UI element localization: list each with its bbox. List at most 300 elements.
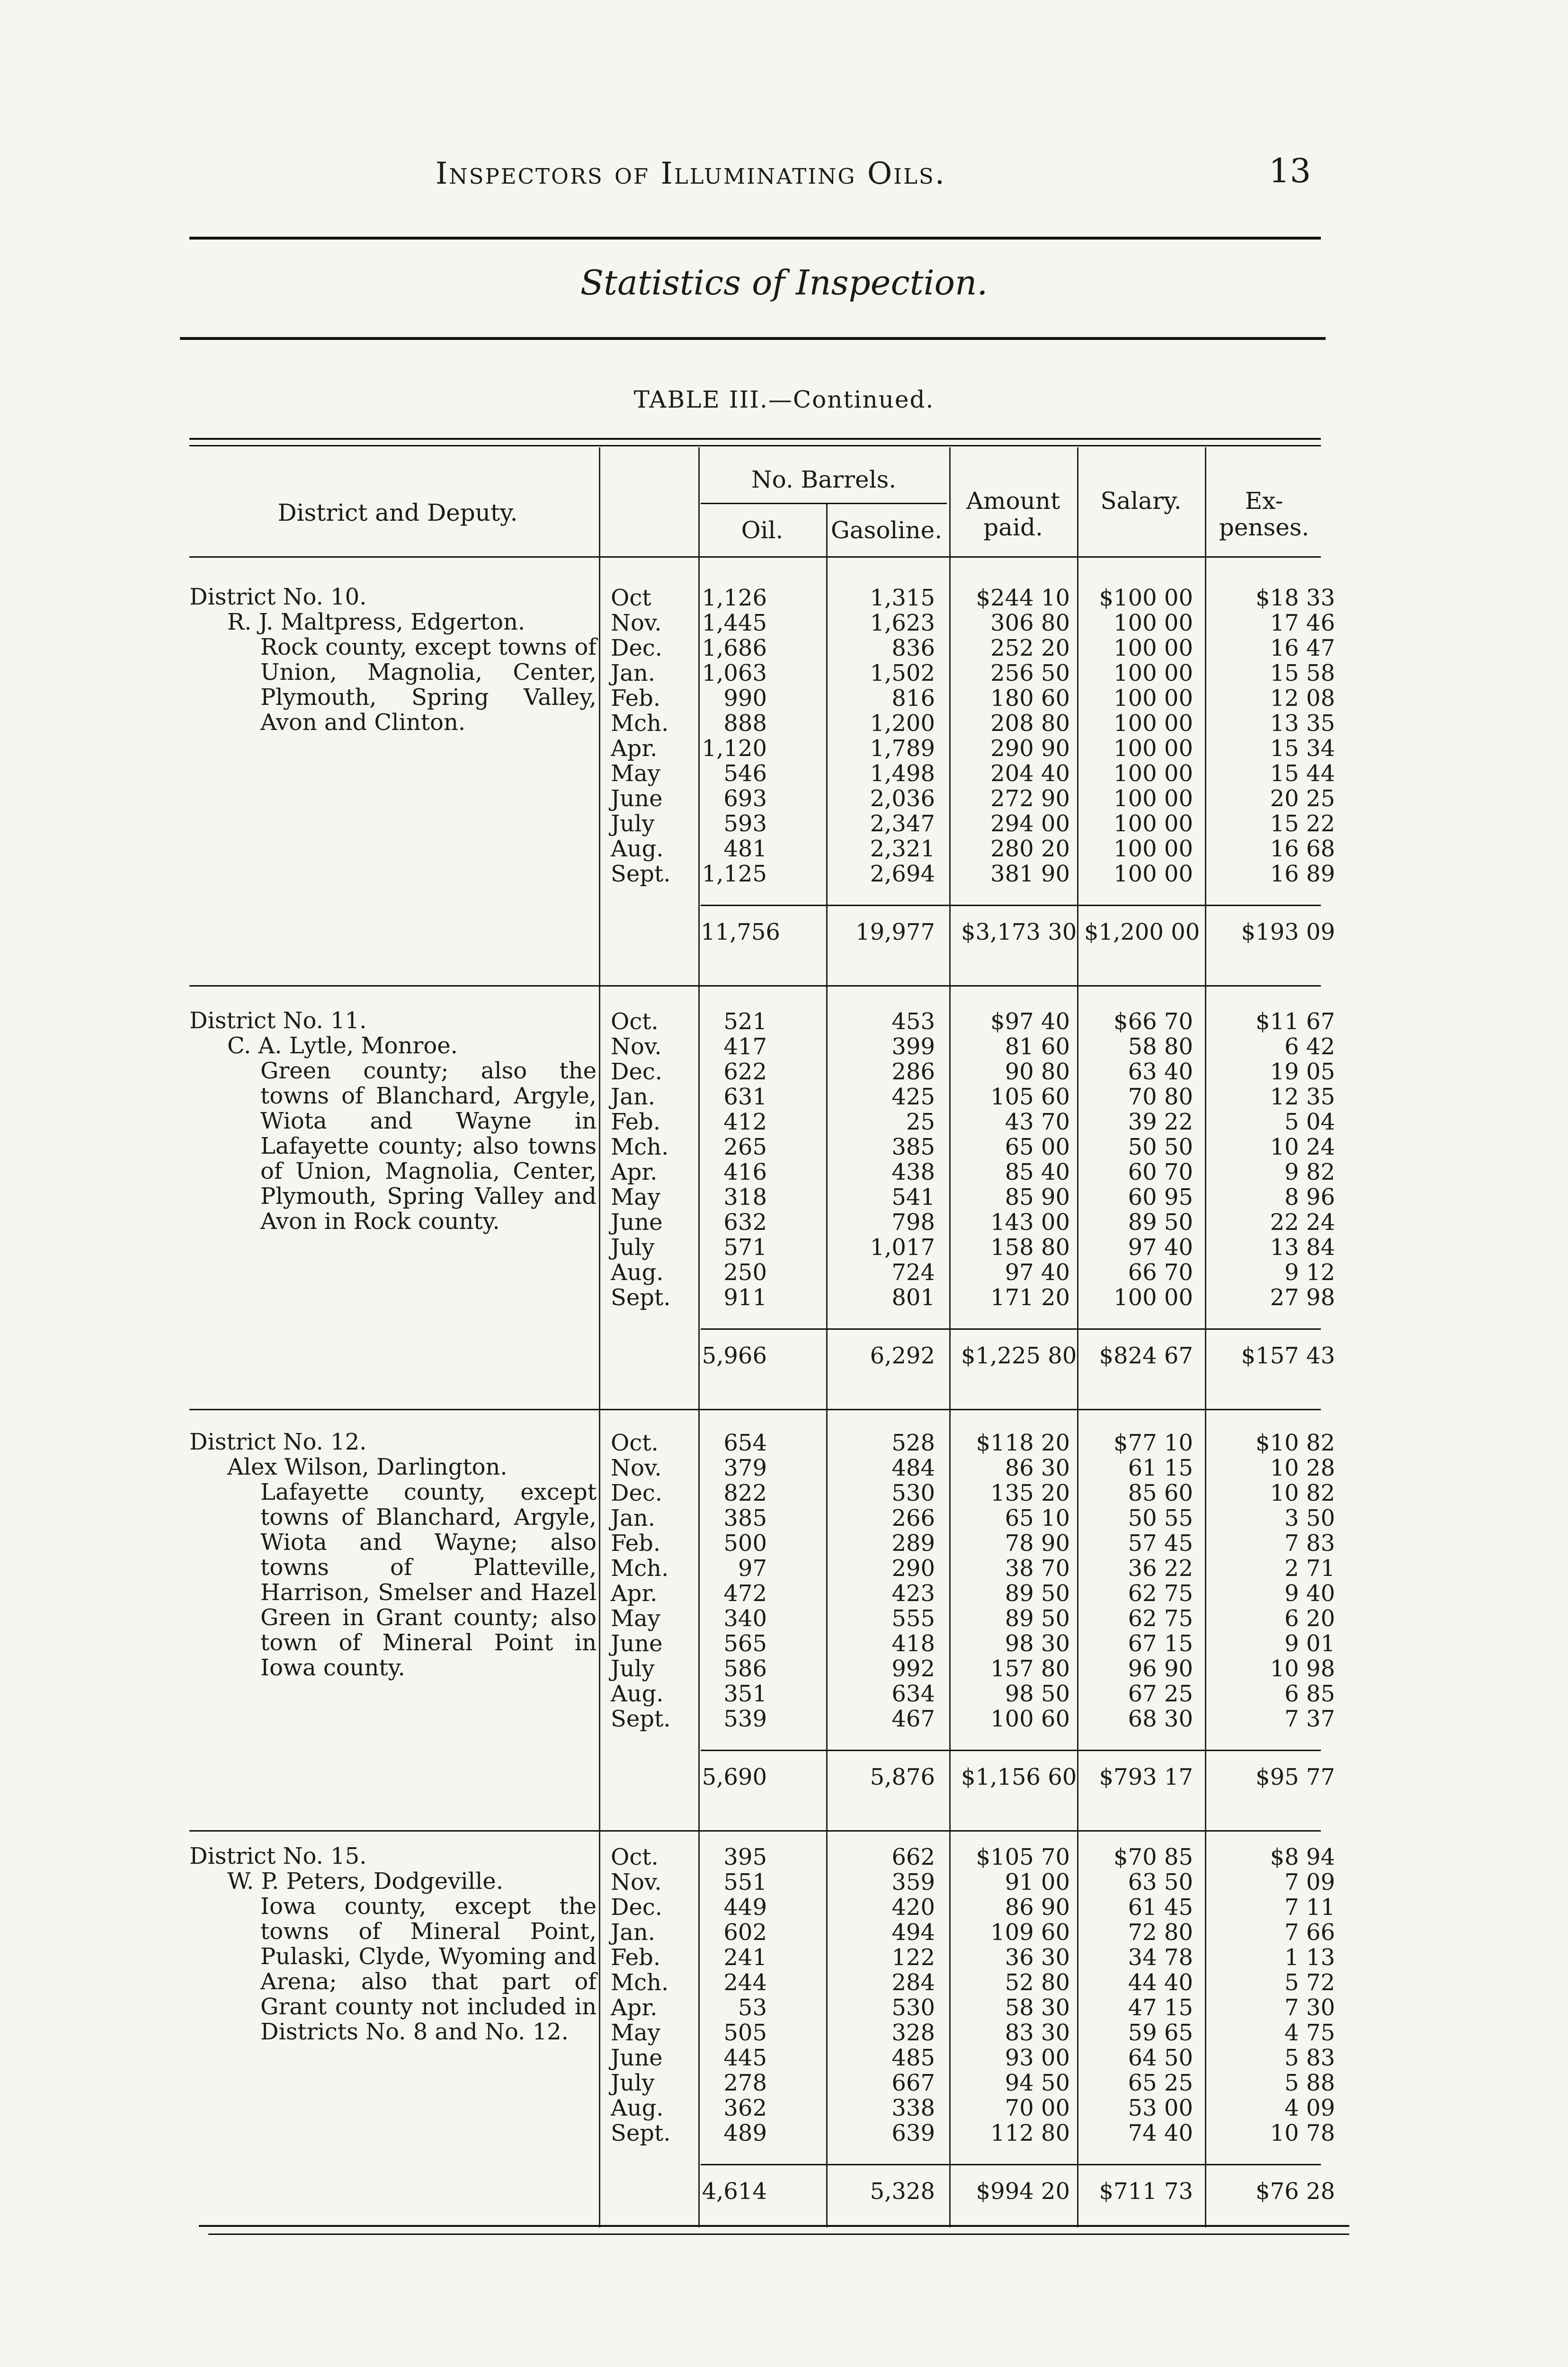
cell-sal: 61 45 [1128, 1894, 1193, 1921]
cell-oil: 602 [723, 1919, 767, 1946]
cell-gas: 555 [891, 1605, 935, 1632]
cell-amt: 97 40 [1005, 1259, 1070, 1286]
cell-gas: 467 [891, 1706, 935, 1732]
district-name: District No. 12. [189, 1429, 367, 1455]
col-header-expenses: Ex-penses. [1219, 487, 1310, 541]
cell-month: Nov. [611, 1033, 662, 1060]
total-sal: $711 73 [1099, 2178, 1193, 2205]
footer-rule-2 [208, 2234, 1349, 2235]
cell-amt: 94 50 [1005, 2070, 1070, 2096]
cell-month: Oct. [611, 1008, 659, 1035]
cell-exp: 7 83 [1284, 1530, 1335, 1557]
cell-sal: 100 00 [1114, 735, 1193, 762]
cell-amt: 43 70 [1005, 1109, 1070, 1135]
cell-oil: 278 [723, 2070, 767, 2096]
total-sal: $1,200 00 [1084, 919, 1200, 945]
cell-exp: $11 67 [1256, 1008, 1335, 1035]
cell-exp: 9 01 [1284, 1630, 1335, 1657]
cell-oil: 1,125 [702, 861, 767, 887]
cell-month: Mch. [611, 1969, 669, 1996]
total-amt: $1,156 60 [961, 1764, 1077, 1790]
cell-gas: 1,200 [870, 710, 935, 737]
cell-sal: $100 00 [1099, 585, 1193, 611]
cell-amt: 93 00 [1005, 2045, 1070, 2071]
table-row [0, 1969, 1568, 1994]
cell-month: May [611, 1184, 660, 1210]
cell-oil: 654 [723, 1430, 767, 1456]
cell-gas: 453 [891, 1008, 935, 1035]
total-oil: 4,614 [702, 2178, 767, 2205]
cell-oil: 351 [723, 1681, 767, 1707]
cell-sal: 62 75 [1128, 1580, 1193, 1607]
cell-gas: 639 [891, 2120, 935, 2146]
header-bottom-rule [189, 556, 1321, 558]
total-amt: $3,173 30 [961, 919, 1077, 945]
cell-month: July [611, 1234, 655, 1261]
cell-month: Sept. [611, 2120, 671, 2146]
cell-exp: $8 94 [1270, 1844, 1335, 1870]
cell-gas: 2,694 [870, 861, 935, 887]
cell-exp: 10 24 [1270, 1134, 1335, 1160]
table-row [0, 635, 1568, 660]
cell-month: Feb. [611, 685, 661, 712]
table-top-rule-1 [189, 438, 1321, 440]
cell-gas: 266 [891, 1505, 935, 1531]
cell-exp: 15 34 [1270, 735, 1335, 762]
cell-month: July [611, 810, 655, 837]
cell-month: Feb. [611, 1944, 661, 1971]
cell-oil: 551 [723, 1869, 767, 1895]
cell-sal: 60 70 [1128, 1159, 1193, 1185]
cell-oil: 593 [723, 810, 767, 837]
cell-exp: 13 35 [1270, 710, 1335, 737]
cell-gas: 385 [891, 1134, 935, 1160]
table-row [0, 1844, 1568, 1869]
cell-amt: 98 50 [1005, 1681, 1070, 1707]
total-oil: 11,756 [701, 919, 780, 945]
table-row [0, 1209, 1568, 1234]
cell-gas: 2,321 [870, 836, 935, 862]
cell-month: Dec. [611, 1059, 663, 1085]
cell-sal: 72 80 [1128, 1919, 1193, 1946]
cell-sal: 100 00 [1114, 660, 1193, 686]
table-row [0, 785, 1568, 810]
page-number: 13 [1269, 151, 1311, 190]
total-exp: $157 43 [1241, 1343, 1335, 1369]
cell-oil: 449 [723, 1894, 767, 1921]
block-separator-rule [189, 985, 1321, 987]
cell-exp: 10 98 [1270, 1655, 1335, 1682]
table-row [0, 610, 1568, 635]
cell-exp: 7 30 [1284, 1994, 1335, 2021]
cell-amt: 58 30 [1005, 1994, 1070, 2021]
table-row [0, 1605, 1568, 1630]
cell-gas: 801 [891, 1284, 935, 1311]
cell-sal: 100 00 [1114, 1284, 1193, 1311]
cell-month: Sept. [611, 1284, 671, 1311]
totals-rule [701, 1750, 1321, 1751]
cell-oil: 362 [723, 2095, 767, 2121]
col-header-oil: Oil. [741, 516, 784, 544]
totals-rule [701, 905, 1321, 906]
cell-gas: 25 [906, 1109, 935, 1135]
cell-gas: 338 [891, 2095, 935, 2121]
table-row [0, 1580, 1568, 1605]
barrels-underline [701, 503, 947, 504]
cell-exp: 5 88 [1284, 2070, 1335, 2096]
cell-exp: 10 82 [1270, 1480, 1335, 1506]
cell-amt: $244 10 [976, 585, 1070, 611]
title-rule-bottom [180, 337, 1326, 340]
cell-amt: 52 80 [1005, 1969, 1070, 1996]
cell-sal: 100 00 [1114, 760, 1193, 787]
cell-gas: 484 [891, 1455, 935, 1481]
cell-month: Aug. [611, 836, 664, 862]
totals-rule [701, 2164, 1321, 2165]
total-sal: $824 67 [1099, 1343, 1193, 1369]
table-row [0, 1008, 1568, 1033]
cell-oil: 631 [723, 1084, 767, 1110]
cell-exp: 7 11 [1284, 1894, 1335, 1921]
cell-gas: 2,347 [870, 810, 935, 837]
cell-exp: 3 50 [1284, 1505, 1335, 1531]
cell-month: Aug. [611, 1681, 664, 1707]
table-row [0, 1630, 1568, 1655]
col-header-salary: Salary. [1100, 487, 1182, 515]
total-gas: 5,876 [870, 1764, 935, 1790]
cell-gas: 530 [891, 1480, 935, 1506]
cell-exp: $10 82 [1256, 1430, 1335, 1456]
block-separator-rule [189, 1830, 1321, 1832]
cell-oil: 385 [723, 1505, 767, 1531]
table-row [0, 1259, 1568, 1284]
cell-sal: 57 45 [1128, 1530, 1193, 1557]
cell-oil: 481 [723, 836, 767, 862]
cell-sal: 62 75 [1128, 1605, 1193, 1632]
cell-amt: 81 60 [1005, 1033, 1070, 1060]
cell-oil: 417 [723, 1033, 767, 1060]
deputy-name: R. J. Maltpress, Edgerton. [227, 609, 526, 635]
cell-amt: 36 30 [1005, 1944, 1070, 1971]
cell-oil: 395 [723, 1844, 767, 1870]
cell-month: Nov. [611, 1869, 662, 1895]
cell-amt: 294 00 [990, 810, 1070, 837]
table-row [0, 1284, 1568, 1309]
cell-month: Feb. [611, 1109, 661, 1135]
cell-month: Mch. [611, 1134, 669, 1160]
cell-exp: 9 40 [1284, 1580, 1335, 1607]
cell-sal: 74 40 [1128, 2120, 1193, 2146]
cell-amt: 112 80 [990, 2120, 1070, 2146]
table-row [0, 2095, 1568, 2120]
cell-oil: 500 [723, 1530, 767, 1557]
cell-exp: 17 46 [1270, 610, 1335, 636]
table-row [0, 1994, 1568, 2020]
cell-amt: 290 90 [990, 735, 1070, 762]
cell-gas: 1,502 [870, 660, 935, 686]
cell-sal: 34 78 [1128, 1944, 1193, 1971]
cell-gas: 528 [891, 1430, 935, 1456]
district-name: District No. 11. [189, 1007, 367, 1034]
cell-amt: 256 50 [990, 660, 1070, 686]
cell-exp: 6 85 [1284, 1681, 1335, 1707]
cell-gas: 328 [891, 2020, 935, 2046]
cell-amt: 85 40 [1005, 1159, 1070, 1185]
cell-month: June [611, 1630, 663, 1657]
table-row [0, 710, 1568, 735]
cell-exp: 7 66 [1284, 1919, 1335, 1946]
cell-sal: $66 70 [1114, 1008, 1193, 1035]
cell-oil: 97 [738, 1555, 767, 1582]
cell-sal: 70 80 [1128, 1084, 1193, 1110]
table-row [0, 2120, 1568, 2145]
table-row [0, 1430, 1568, 1455]
table-row [0, 660, 1568, 685]
total-sal: $793 17 [1099, 1764, 1193, 1790]
cell-oil: 1,063 [702, 660, 767, 686]
col-header-gasoline: Gasoline. [830, 516, 943, 544]
table-row [0, 1505, 1568, 1530]
totals-row [0, 1764, 1568, 1789]
cell-sal: 63 50 [1128, 1869, 1193, 1895]
cell-sal: 65 25 [1128, 2070, 1193, 2096]
table-row [0, 836, 1568, 861]
cell-gas: 284 [891, 1969, 935, 1996]
cell-sal: 97 40 [1128, 1234, 1193, 1261]
cell-oil: 990 [723, 685, 767, 712]
cell-exp: 15 22 [1270, 810, 1335, 837]
cell-month: Dec. [611, 1480, 663, 1506]
cell-exp: 5 72 [1284, 1969, 1335, 1996]
cell-amt: 91 00 [1005, 1869, 1070, 1895]
cell-amt: 158 80 [990, 1234, 1070, 1261]
cell-oil: 265 [723, 1134, 767, 1160]
cell-exp: 20 25 [1270, 785, 1335, 812]
table-row [0, 760, 1568, 785]
cell-gas: 1,315 [870, 585, 935, 611]
cell-oil: 505 [723, 2020, 767, 2046]
deputy-name: W. P. Peters, Dodgeville. [227, 1868, 503, 1895]
cell-gas: 1,498 [870, 760, 935, 787]
cell-month: Aug. [611, 2095, 664, 2121]
col-header-district: District and Deputy. [277, 499, 518, 526]
total-amt: $1,225 80 [961, 1343, 1077, 1369]
cell-oil: 911 [723, 1284, 767, 1311]
cell-sal: $77 10 [1114, 1430, 1193, 1456]
cell-amt: 83 30 [1005, 2020, 1070, 2046]
cell-amt: 171 20 [990, 1284, 1070, 1311]
cell-oil: 546 [723, 760, 767, 787]
col-header-barrels: No. Barrels. [751, 466, 897, 493]
cell-amt: 157 80 [990, 1655, 1070, 1682]
cell-sal: 100 00 [1114, 836, 1193, 862]
table-row [0, 735, 1568, 760]
cell-amt: 381 90 [990, 861, 1070, 887]
title-rule-top [189, 237, 1321, 240]
cell-oil: 445 [723, 2045, 767, 2071]
cell-sal: 50 50 [1128, 1134, 1193, 1160]
cell-sal: $70 85 [1114, 1844, 1193, 1870]
cell-oil: 379 [723, 1455, 767, 1481]
table-row [0, 1894, 1568, 1919]
cell-gas: 816 [891, 685, 935, 712]
cell-gas: 420 [891, 1894, 935, 1921]
cell-month: Jan. [611, 660, 656, 686]
cell-sal: 100 00 [1114, 810, 1193, 837]
cell-sal: 67 25 [1128, 1681, 1193, 1707]
table-row [0, 1084, 1568, 1109]
cell-month: Apr. [611, 735, 658, 762]
table-row [0, 1555, 1568, 1580]
total-gas: 6,292 [870, 1343, 935, 1369]
totals-row [0, 2178, 1568, 2203]
cell-amt: 85 90 [1005, 1184, 1070, 1210]
cell-gas: 359 [891, 1869, 935, 1895]
cell-sal: 63 40 [1128, 1059, 1193, 1085]
table-caption: TABLE III.—Continued. [633, 386, 935, 413]
cell-month: Jan. [611, 1505, 656, 1531]
cell-amt: 109 60 [990, 1919, 1070, 1946]
territory-description: Lafayette county, except towns of Blanchard, Argyle, Wiota and Wayne; also towns of Platteville, Harrison, Smelser and Hazel Green in Grant county; also town of Mineral Point in Iowa county. [260, 1479, 597, 1681]
cell-oil: 53 [738, 1994, 767, 2021]
cell-exp: 9 82 [1284, 1159, 1335, 1185]
cell-amt: 65 10 [1005, 1505, 1070, 1531]
cell-sal: 64 50 [1128, 2045, 1193, 2071]
cell-oil: 632 [723, 1209, 767, 1236]
col-header-amount: Amount paid. [966, 487, 1060, 541]
cell-gas: 289 [891, 1530, 935, 1557]
cell-amt: 143 00 [990, 1209, 1070, 1236]
cell-exp: 9 12 [1284, 1259, 1335, 1286]
cell-exp: 12 08 [1270, 685, 1335, 712]
cell-exp: 5 04 [1284, 1109, 1335, 1135]
cell-amt: 208 80 [990, 710, 1070, 737]
cell-sal: 60 95 [1128, 1184, 1193, 1210]
cell-sal: 68 30 [1128, 1706, 1193, 1732]
cell-oil: 416 [723, 1159, 767, 1185]
cell-month: July [611, 2070, 655, 2096]
cell-month: Sept. [611, 861, 671, 887]
deputy-name: Alex Wilson, Darlington. [227, 1454, 508, 1480]
cell-sal: 100 00 [1114, 685, 1193, 712]
running-head: Inspectors of Illuminating Oils. [436, 156, 946, 191]
cell-oil: 318 [723, 1184, 767, 1210]
cell-oil: 1,445 [702, 610, 767, 636]
section-title: Statistics of Inspection. [580, 263, 988, 303]
cell-exp: 6 42 [1284, 1033, 1335, 1060]
cell-amt: 65 00 [1005, 1134, 1070, 1160]
table-row [0, 2020, 1568, 2045]
cell-exp: 22 24 [1270, 1209, 1335, 1236]
cell-month: Oct [611, 585, 651, 611]
table-row [0, 1655, 1568, 1681]
table-top-rule-2 [189, 445, 1321, 446]
cell-gas: 2,036 [870, 785, 935, 812]
cell-sal: 100 00 [1114, 610, 1193, 636]
cell-sal: 100 00 [1114, 710, 1193, 737]
cell-exp: 1 13 [1284, 1944, 1335, 1971]
cell-sal: 100 00 [1114, 635, 1193, 661]
cell-exp: 16 68 [1270, 836, 1335, 862]
table-row [0, 1134, 1568, 1159]
cell-oil: 571 [723, 1234, 767, 1261]
cell-exp: 4 09 [1284, 2095, 1335, 2121]
cell-gas: 667 [891, 2070, 935, 2096]
cell-amt: 38 70 [1005, 1555, 1070, 1582]
cell-month: Jan. [611, 1919, 656, 1946]
cell-oil: 250 [723, 1259, 767, 1286]
cell-gas: 425 [891, 1084, 935, 1110]
cell-sal: 67 15 [1128, 1630, 1193, 1657]
cell-oil: 412 [723, 1109, 767, 1135]
cell-amt: 78 90 [1005, 1530, 1070, 1557]
table-row [0, 2070, 1568, 2095]
cell-month: Feb. [611, 1530, 661, 1557]
total-oil: 5,966 [702, 1343, 767, 1369]
cell-exp: 8 96 [1284, 1184, 1335, 1210]
total-gas: 19,977 [855, 919, 935, 945]
cell-amt: 306 80 [990, 610, 1070, 636]
table-row [0, 1869, 1568, 1894]
cell-oil: 241 [723, 1944, 767, 1971]
cell-month: May [611, 760, 660, 787]
cell-exp: 15 44 [1270, 760, 1335, 787]
cell-sal: 89 50 [1128, 1209, 1193, 1236]
cell-amt: $97 40 [990, 1008, 1070, 1035]
cell-amt: 86 90 [1005, 1894, 1070, 1921]
cell-exp: $18 33 [1256, 585, 1335, 611]
cell-amt: $118 20 [976, 1430, 1070, 1456]
cell-month: Oct. [611, 1430, 659, 1456]
cell-gas: 290 [891, 1555, 935, 1582]
cell-month: June [611, 1209, 663, 1236]
cell-exp: 27 98 [1270, 1284, 1335, 1311]
cell-amt: $105 70 [976, 1844, 1070, 1870]
cell-amt: 180 60 [990, 685, 1070, 712]
table-row [0, 585, 1568, 610]
cell-amt: 70 00 [1005, 2095, 1070, 2121]
district-name: District No. 10. [189, 584, 367, 610]
cell-gas: 423 [891, 1580, 935, 1607]
table-row [0, 1059, 1568, 1084]
cell-exp: 19 05 [1270, 1059, 1335, 1085]
cell-month: Dec. [611, 635, 663, 661]
cell-oil: 586 [723, 1655, 767, 1682]
table-row [0, 1184, 1568, 1209]
territory-description: Iowa county, except the towns of Mineral Point, Pulaski, Clyde, Wyoming and Arena; also that part of Grant county not included in Districts No. 8 and No. 12. [260, 1893, 597, 2045]
table-row [0, 810, 1568, 836]
cell-sal: 100 00 [1114, 785, 1193, 812]
table-row [0, 1480, 1568, 1505]
table-row [0, 1109, 1568, 1134]
cell-month: Oct. [611, 1844, 659, 1870]
cell-exp: 4 75 [1284, 2020, 1335, 2046]
cell-exp: 7 09 [1284, 1869, 1335, 1895]
cell-month: Jan. [611, 1084, 656, 1110]
cell-amt: 280 20 [990, 836, 1070, 862]
cell-sal: 36 22 [1128, 1555, 1193, 1582]
cell-month: Aug. [611, 1259, 664, 1286]
total-amt: $994 20 [976, 2178, 1070, 2205]
table-row [0, 2045, 1568, 2070]
cell-sal: 53 00 [1128, 2095, 1193, 2121]
cell-exp: 10 28 [1270, 1455, 1335, 1481]
cell-amt: 272 90 [990, 785, 1070, 812]
territory-description: Rock county, except towns of Union, Magnolia, Center, Plymouth, Spring Valley, Avon and Clinton. [260, 634, 597, 736]
cell-exp: 16 47 [1270, 635, 1335, 661]
cell-sal: 96 90 [1128, 1655, 1193, 1682]
cell-month: Sept. [611, 1706, 671, 1732]
